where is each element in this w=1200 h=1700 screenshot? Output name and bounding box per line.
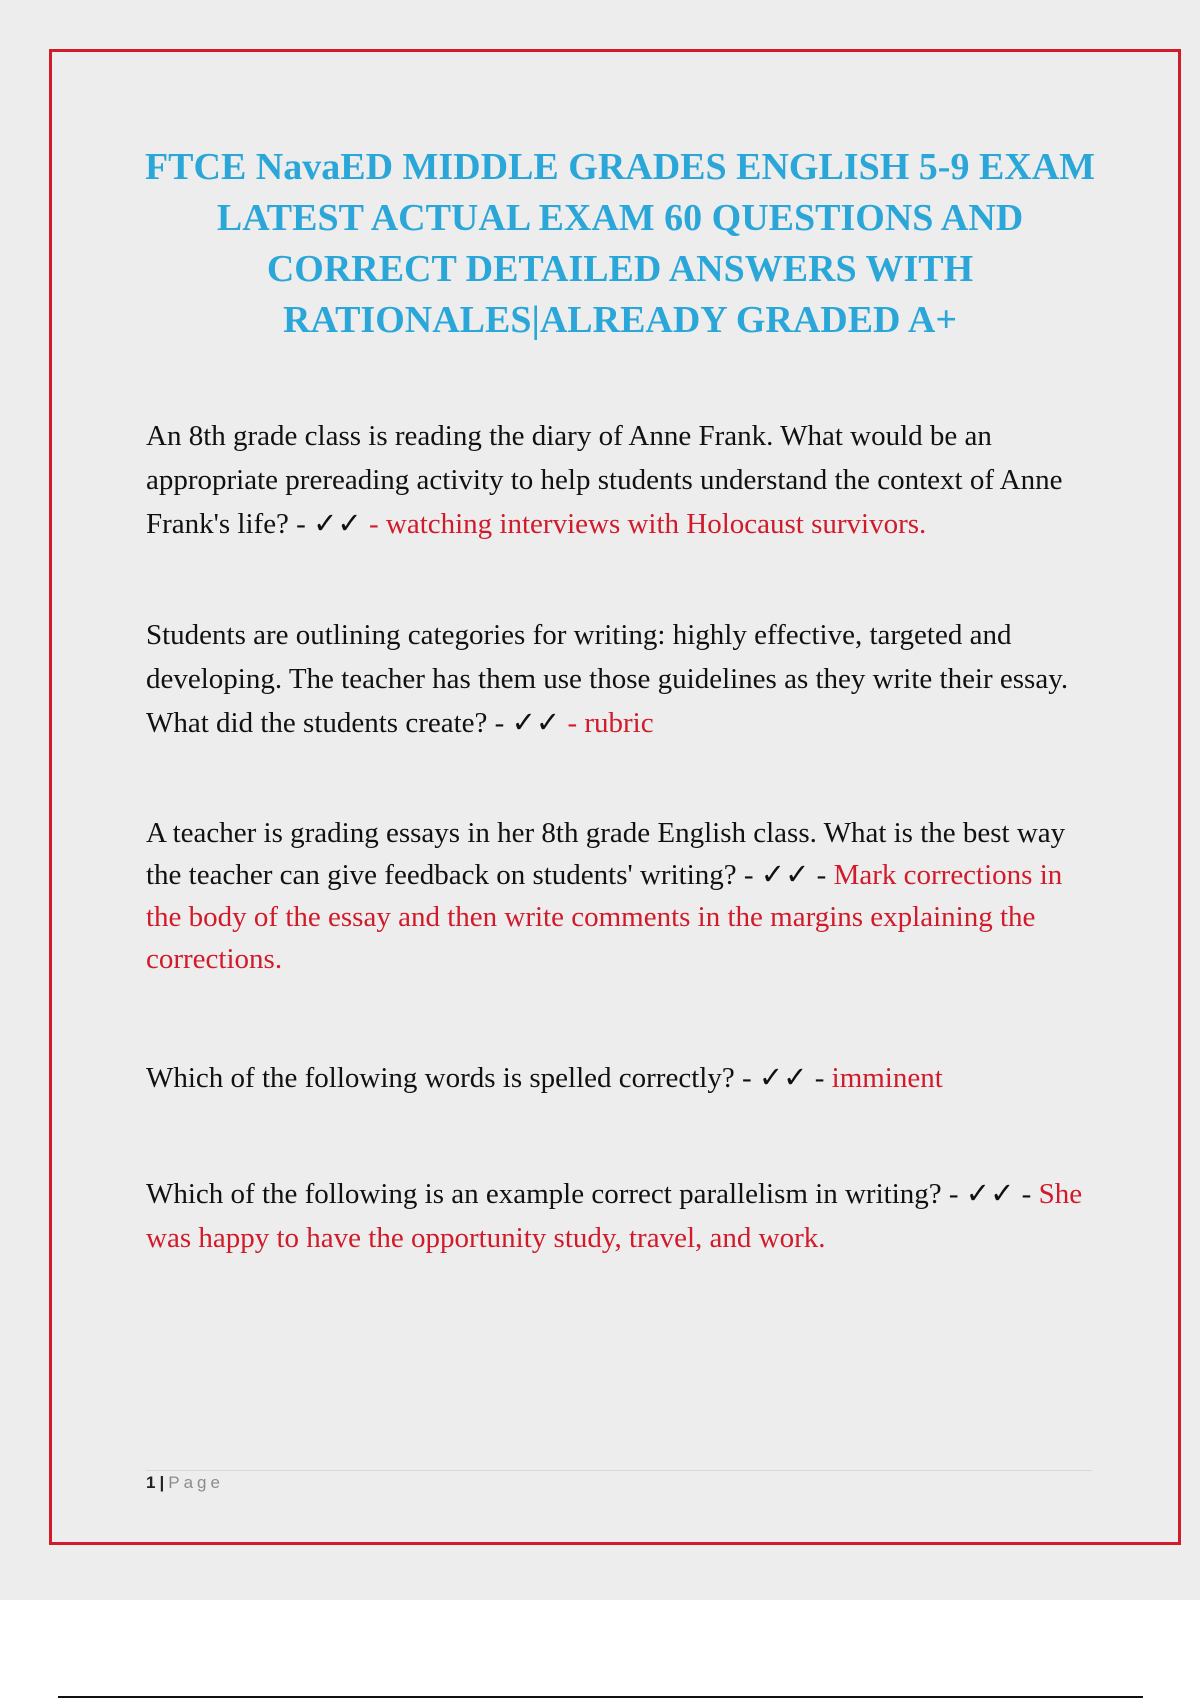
- answer-text: imminent: [831, 1062, 943, 1094]
- page-footer: [146, 1473, 224, 1493]
- answer-text: Mark corrections in the body of the essay and then write comments in the margins explaining the corrections.: [146, 859, 1063, 975]
- qa-item: Which of the following is an example correct parallelism in writing? - ✓✓ - She was happy to have the opportunity study, travel, and work.: [146, 1178, 1083, 1254]
- footer-separator: |: [159, 1473, 165, 1492]
- next-page-preview: [0, 1600, 1200, 1700]
- page-label: Page: [168, 1473, 224, 1492]
- check-icon: ✓✓: [313, 508, 362, 540]
- question-text: Which of the following words is spelled correctly? -: [146, 1062, 759, 1094]
- answer-text: She was happy to have the opportunity study, travel, and work.: [146, 1178, 1083, 1254]
- qa-item: Which of the following words is spelled correctly? - ✓✓ - imminent: [146, 1062, 943, 1094]
- qa-item: Students are outlining categories for writing: highly effective, targeted and developing. The teacher has them use those guidelines as they write their essay. What did the students create? - ✓✓ - rubric: [146, 619, 1069, 739]
- check-icon: ✓✓: [758, 1062, 808, 1094]
- footer-divider: [146, 1470, 1092, 1471]
- check-icon: ✓✓: [760, 859, 810, 891]
- question-text: A teacher is grading essays in her 8th grade English class. What is the best way the teacher can give feedback on students' writing? -: [146, 817, 1066, 891]
- check-icon: ✓✓: [965, 1178, 1015, 1210]
- question-text: Students are outlining categories for writing: highly effective, targeted and developing. The teacher has them use those guidelines as they write their essay. What did the students create? -: [146, 619, 1069, 739]
- document-title: FTCE NavaED MIDDLE GRADES ENGLISH 5-9 EXAM LATEST ACTUAL EXAM 60 QUESTIONS AND CORRECT DETAILED ANSWERS WITH RATIONALES|ALREADY GRADED A+: [144, 146, 1096, 341]
- check-icon: ✓✓: [511, 707, 561, 739]
- qa-item: A teacher is grading essays in her 8th grade English class. What is the best way the teacher can give feedback on students' writing? - ✓✓ - Mark corrections in the body of the essay and then write comments in the margins explaining the corrections.: [146, 817, 1066, 975]
- question-text: Which of the following is an example correct parallelism in writing? -: [146, 1178, 966, 1210]
- qa-item: An 8th grade class is reading the diary of Anne Frank. What would be an appropriate prereading activity to help students understand the context of Anne Frank's life? - ✓✓ - watching interviews with Holocaust survivors.: [146, 420, 1063, 540]
- answer-text: watching interviews with Holocaust survivors.: [385, 508, 927, 540]
- next-page-rule: [58, 1696, 1143, 1698]
- question-text: An 8th grade class is reading the diary of Anne Frank. What would be an appropriate prereading activity to help students understand the context of Anne Frank's life? -: [146, 420, 1063, 540]
- answer-text: rubric: [584, 707, 654, 739]
- page-number: 1: [146, 1473, 156, 1492]
